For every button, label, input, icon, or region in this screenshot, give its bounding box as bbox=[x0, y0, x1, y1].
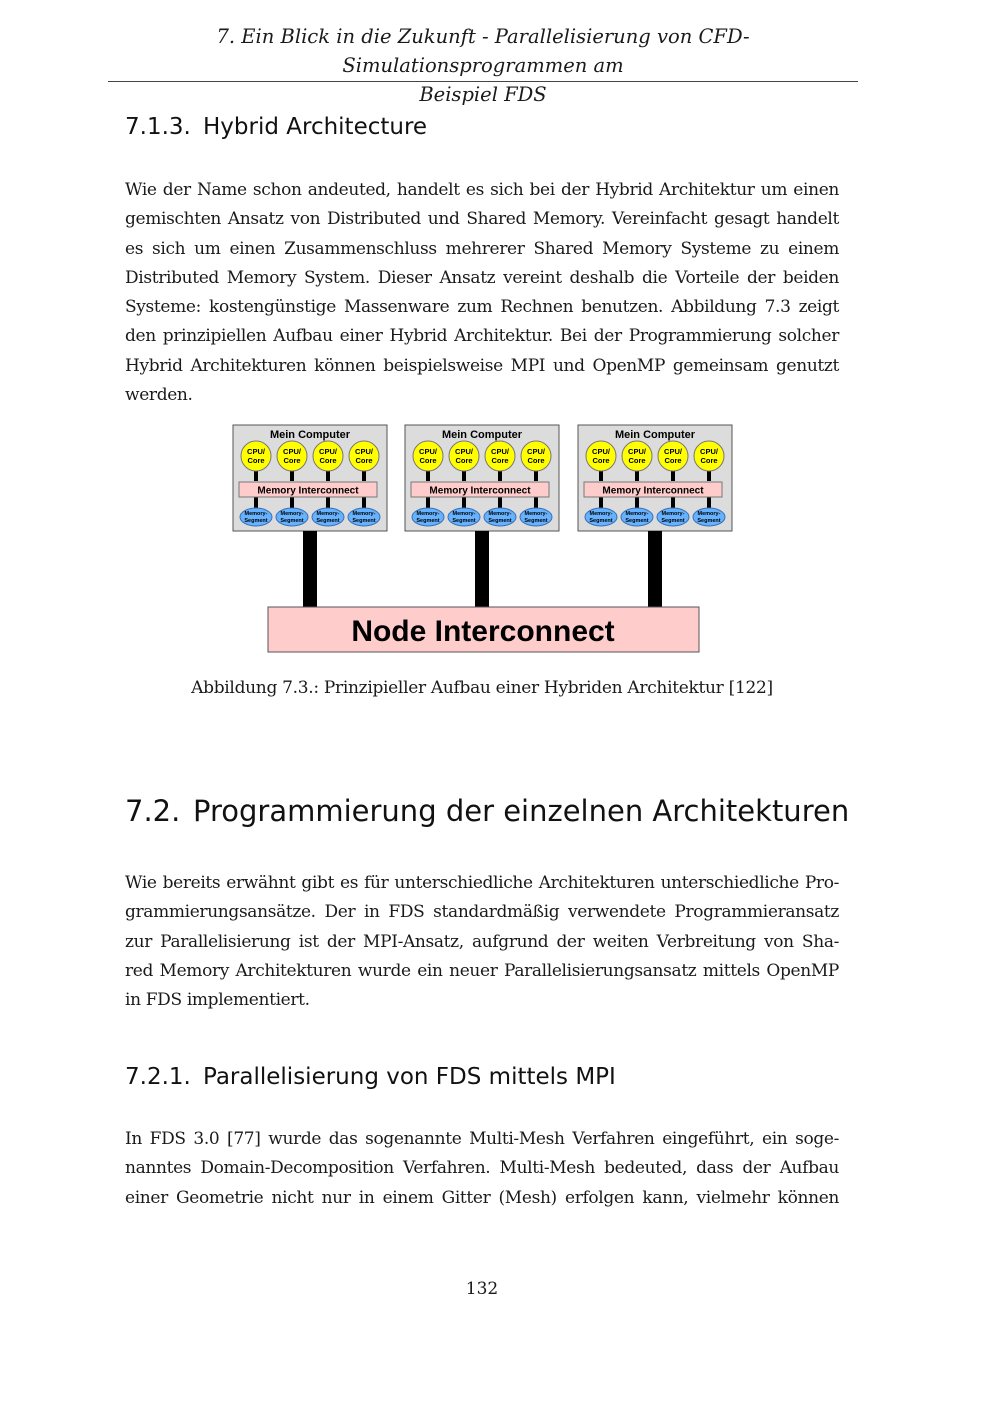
cpu-core-label: Core bbox=[419, 456, 437, 465]
text-line: einer Geometrie nicht nur in einem Gitter (Mesh) erfolgen kann, vielmehr können bbox=[125, 1187, 839, 1208]
memory-segment-label: Memory- bbox=[244, 511, 268, 517]
paragraph-programmierung bbox=[125, 869, 839, 1015]
text-line: In FDS 3.0 [77] wurde das sogenannte Multi-Mesh Verfahren eingeführt, ein soge- bbox=[125, 1129, 839, 1149]
text-line: werden. bbox=[125, 385, 193, 406]
memory-segment-label: Segment bbox=[697, 518, 721, 524]
page-number: 132 bbox=[465, 1279, 499, 1299]
cpu-core-label: CPU/ bbox=[700, 447, 718, 456]
segment-link bbox=[635, 496, 639, 508]
cpu-core-label: CPU/ bbox=[319, 447, 337, 456]
memory-segment-label: Memory- bbox=[452, 511, 476, 517]
text-line: Distributed Memory System. Dieser Ansatz vereint deshalb die Vorteile der beiden bbox=[125, 267, 839, 288]
memory-segment-label: Segment bbox=[625, 518, 649, 524]
text-line: in FDS implementiert. bbox=[125, 990, 310, 1011]
running-header bbox=[108, 22, 858, 109]
text-line: gemischten Ansatz von Distributed und Shared Memory. Vereinfacht gesagt handelt bbox=[125, 209, 839, 230]
figure-caption: Abbildung 7.3.: Prinzipieller Aufbau einer Hybriden Architektur [122] bbox=[191, 678, 773, 698]
hybrid-architecture-diagram bbox=[232, 424, 721, 656]
section-number: 7.2. bbox=[125, 794, 181, 828]
computer-node bbox=[233, 425, 387, 608]
memory-segment-label: Segment bbox=[244, 518, 268, 524]
cpu-core-label: Core bbox=[355, 456, 373, 465]
header-rule bbox=[108, 81, 858, 82]
text-line: zur Parallelisierung ist der MPI-Ansatz, aufgrund der weiten Verbreitung von Sha- bbox=[125, 931, 839, 952]
text-line: Systeme: kostengünstige Massenware zum Rechnen benutzen. Abbildung 7.3 zeigt bbox=[125, 297, 839, 318]
section-title: Programmierung der einzelnen Architekturen bbox=[193, 794, 850, 828]
section-number: 7.2.1. bbox=[125, 1064, 191, 1090]
running-header-line-2: Beispiel FDS bbox=[419, 83, 547, 106]
segment-link bbox=[290, 496, 294, 508]
cpu-core-label: CPU/ bbox=[592, 447, 610, 456]
segment-link bbox=[462, 496, 466, 508]
memory-segment-label: Memory- bbox=[697, 511, 721, 517]
text-line: grammierungsansätze. Der in FDS standardmäßig verwendete Programmieransatz bbox=[125, 902, 839, 923]
cpu-core-label: CPU/ bbox=[419, 447, 437, 456]
text-line: Wie bereits erwähnt gibt es für unterschiedliche Architekturen unterschiedliche Pro- bbox=[125, 873, 839, 893]
cpu-core-label: CPU/ bbox=[527, 447, 545, 456]
segment-link bbox=[426, 496, 430, 508]
node-interconnect-label: Node Interconnect bbox=[351, 615, 615, 648]
cpu-core-label: Core bbox=[247, 456, 265, 465]
memory-interconnect-label: Memory Interconnect bbox=[429, 485, 531, 497]
computer-title: Mein Computer bbox=[614, 429, 696, 441]
running-header-line-1: 7. Ein Blick in die Zukunft - Parallelisierung von CFD-Simulationsprogrammen am bbox=[216, 25, 750, 77]
memory-segment-label: Memory- bbox=[352, 511, 376, 517]
memory-interconnect-label: Memory Interconnect bbox=[602, 485, 704, 497]
segment-link bbox=[534, 496, 538, 508]
cpu-core-label: CPU/ bbox=[355, 447, 373, 456]
cpu-core-label: Core bbox=[628, 456, 646, 465]
memory-segment-label: Memory- bbox=[661, 511, 685, 517]
memory-segment-label: Segment bbox=[352, 518, 376, 524]
cpu-core-label: CPU/ bbox=[491, 447, 509, 456]
memory-segment-label: Segment bbox=[280, 518, 304, 524]
node-link bbox=[475, 531, 489, 608]
segment-link bbox=[326, 496, 330, 508]
paragraph-hybrid-architecture bbox=[125, 176, 839, 410]
text-line: Wie der Name schon andeuted, handelt es sich bei der Hybrid Architektur um einen bbox=[125, 180, 839, 200]
section-title: Hybrid Architecture bbox=[203, 114, 428, 140]
text-line: den prinzipiellen Aufbau einer Hybrid Architektur. Bei der Programmierung solcher bbox=[125, 326, 839, 347]
segment-link bbox=[599, 496, 603, 508]
cpu-core-label: Core bbox=[700, 456, 718, 465]
section-heading-7-2-1 bbox=[125, 1064, 616, 1090]
cpu-core-label: CPU/ bbox=[628, 447, 646, 456]
segment-link bbox=[707, 496, 711, 508]
cpu-core-label: CPU/ bbox=[455, 447, 473, 456]
cpu-core-label: CPU/ bbox=[283, 447, 301, 456]
memory-segment-label: Memory- bbox=[524, 511, 548, 517]
text-line: es sich um einen Zusammenschluss mehrerer Shared Memory Systeme zu einem bbox=[125, 238, 839, 259]
text-line: Hybrid Architekturen können beispielsweise MPI und OpenMP gemeinsam genutzt bbox=[125, 355, 839, 376]
text-line: nanntes Domain-Decomposition Verfahren. Multi-Mesh bedeuted, dass der Aufbau bbox=[125, 1158, 839, 1179]
memory-segment-label: Memory- bbox=[316, 511, 340, 517]
memory-segment-label: Segment bbox=[416, 518, 440, 524]
cpu-core-label: CPU/ bbox=[664, 447, 682, 456]
computer-node bbox=[578, 425, 732, 608]
memory-segment-label: Segment bbox=[524, 518, 548, 524]
memory-segment-label: Segment bbox=[488, 518, 512, 524]
cpu-core-label: CPU/ bbox=[247, 447, 265, 456]
section-heading-7-1-3 bbox=[125, 114, 427, 140]
node-link bbox=[303, 531, 317, 608]
cpu-core-label: Core bbox=[664, 456, 682, 465]
cpu-core-label: Core bbox=[491, 456, 509, 465]
section-title: Parallelisierung von FDS mittels MPI bbox=[203, 1064, 616, 1090]
segment-link bbox=[671, 496, 675, 508]
hybrid-architecture-figure bbox=[232, 424, 721, 656]
segment-link bbox=[362, 496, 366, 508]
computer-title: Mein Computer bbox=[441, 429, 523, 441]
memory-segment-label: Segment bbox=[452, 518, 476, 524]
cpu-core-label: Core bbox=[455, 456, 473, 465]
section-number: 7.1.3. bbox=[125, 114, 191, 140]
cpu-core-label: Core bbox=[283, 456, 301, 465]
node-link bbox=[648, 531, 662, 608]
memory-interconnect-label: Memory Interconnect bbox=[257, 485, 359, 497]
memory-segment-label: Memory- bbox=[589, 511, 613, 517]
computer-node bbox=[405, 425, 559, 608]
memory-segment-label: Memory- bbox=[280, 511, 304, 517]
text-line: red Memory Architekturen wurde ein neuer Parallelisierungsansatz mittels OpenMP bbox=[125, 960, 839, 981]
paragraph-fds-mpi bbox=[125, 1125, 839, 1213]
memory-segment-label: Memory- bbox=[416, 511, 440, 517]
cpu-core-label: Core bbox=[319, 456, 337, 465]
memory-segment-label: Segment bbox=[316, 518, 340, 524]
segment-link bbox=[498, 496, 502, 508]
memory-segment-label: Memory- bbox=[488, 511, 512, 517]
cpu-core-label: Core bbox=[527, 456, 545, 465]
segment-link bbox=[254, 496, 258, 508]
cpu-core-label: Core bbox=[592, 456, 610, 465]
section-heading-7-2 bbox=[125, 794, 849, 828]
memory-segment-label: Memory- bbox=[625, 511, 649, 517]
computer-title: Mein Computer bbox=[269, 429, 351, 441]
memory-segment-label: Segment bbox=[661, 518, 685, 524]
memory-segment-label: Segment bbox=[589, 518, 613, 524]
